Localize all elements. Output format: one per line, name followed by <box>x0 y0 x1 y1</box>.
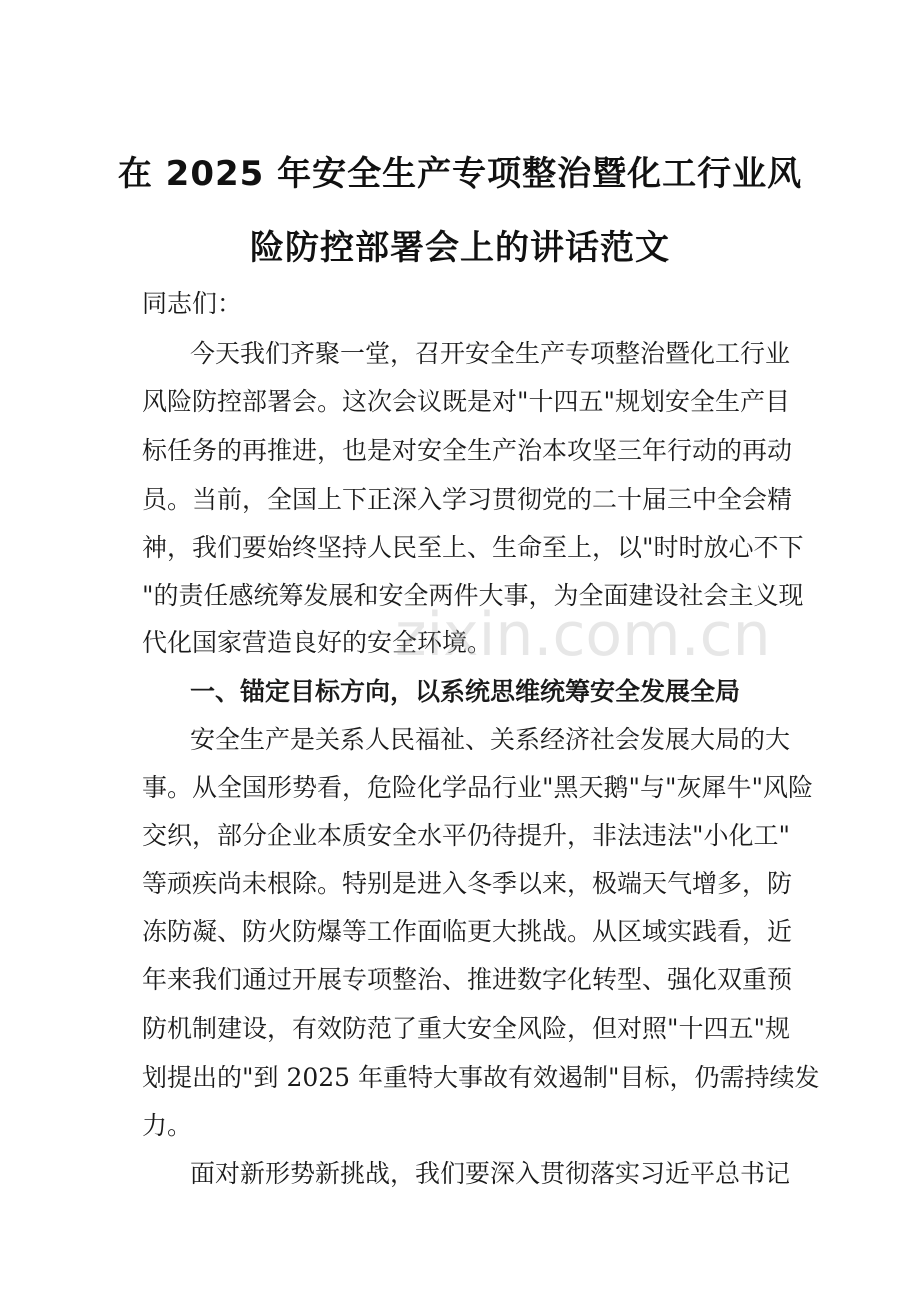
paragraph-3-line: 面对新形势新挑战，我们要深入贯彻落实习近平总书记 <box>190 1159 791 1188</box>
paragraph-2-line: 力。 <box>142 1111 193 1140</box>
section-heading-1: 一、锚定目标方向，以系统思维统筹安全发展全局 <box>190 677 741 706</box>
paragraph-1-line: 风险防控部署会。这次会议既是对"十四五"规划安全生产目 <box>142 387 791 416</box>
paragraph-2-line: 等顽疾尚未根除。特别是进入冬季以来，极端天气增多，防 <box>142 869 793 898</box>
paragraph-1-line: 代化国家营造良好的安全环境。 <box>142 628 493 657</box>
paragraph-1-line: 员。当前，全国上下正深入学习贯彻党的二十届三中全会精 <box>142 485 793 514</box>
paragraph-2-line: 交织，部分企业本质安全水平仍待提升，非法违法"小化工" <box>142 821 791 850</box>
paragraph-2-line: 安全生产是关系人民福祉、关系经济社会发展大局的大 <box>190 725 791 754</box>
paragraph-2-line: 冻防凝、防火防爆等工作面临更大挑战。从区域实践看，近 <box>142 917 793 946</box>
paragraph-2-line: 防机制建设，有效防范了重大安全风险，但对照"十四五"规 <box>142 1014 791 1043</box>
salutation: 同志们： <box>142 289 243 318</box>
paragraph-1-line: 标任务的再推进，也是对安全生产治本攻坚三年行动的再动 <box>142 436 793 465</box>
document-title-line-1: 在 2025 年安全生产专项整治暨化工行业风 <box>117 154 803 194</box>
paragraph-2-line: 划提出的"到 2025 年重特大事故有效遏制"目标，仍需持续发 <box>142 1063 820 1092</box>
watermark: zixin.com.cn <box>395 600 771 670</box>
document-title-line-2: 险防控部署会上的讲话范文 <box>250 228 670 268</box>
paragraph-1-line: "的责任感统筹发展和安全两件大事，为全面建设社会主义现 <box>142 581 804 610</box>
paragraph-1-line: 神，我们要始终坚持人民至上、生命至上，以"时时放心不下 <box>142 533 804 562</box>
paragraph-2-line: 事。从全国形势看，危险化学品行业"黑天鹅"与"灰犀牛"风险 <box>142 773 813 802</box>
paragraph-1-line: 今天我们齐聚一堂，召开安全生产专项整治暨化工行业 <box>190 339 791 368</box>
paragraph-2-line: 年来我们通过开展专项整治、推进数字化转型、强化双重预 <box>142 965 793 994</box>
